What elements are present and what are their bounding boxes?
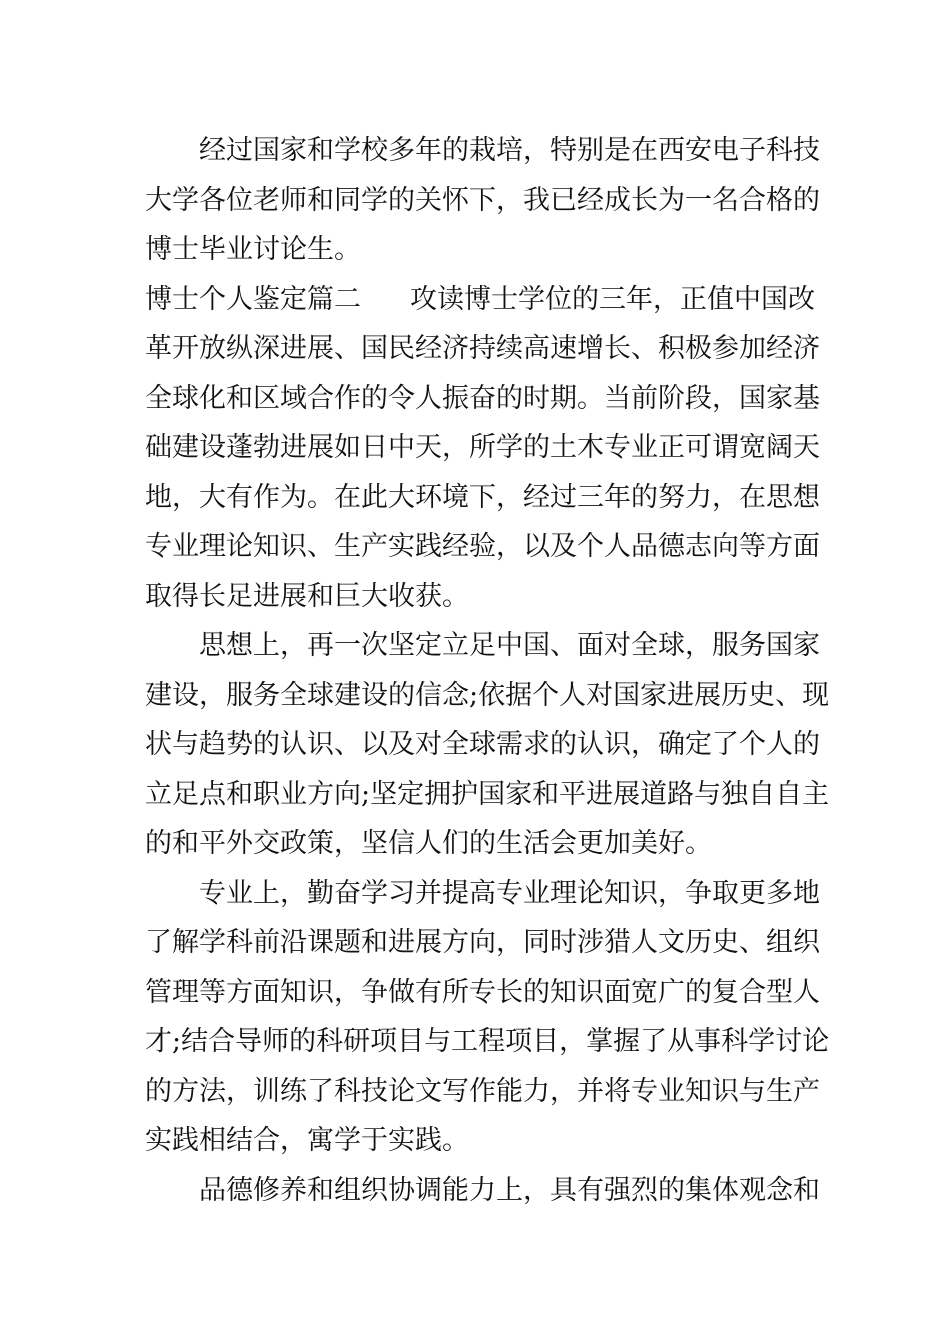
text-line: 的方法，训练了科技论文写作能力，并将专业知识与生产 bbox=[145, 1075, 820, 1107]
paragraph-1 bbox=[145, 126, 820, 275]
paragraph-2 bbox=[145, 275, 820, 622]
text-line: 取得长足进展和巨大收获。 bbox=[145, 580, 469, 612]
paragraph-3 bbox=[145, 621, 830, 869]
text-line: 实践相结合，寓学于实践。 bbox=[145, 1125, 469, 1156]
text-line: 地，大有作为。在此大环境下，经过三年的努力，在思想 bbox=[145, 481, 820, 513]
text-line: 经过国家和学校多年的栽培，特别是在西安电子科技 bbox=[199, 135, 820, 166]
text-line: 才;结合导师的科研项目与工程项目，掌握了从事科学讨论 bbox=[145, 1026, 830, 1057]
text-line: 全球化和区域合作的令人振奋的时期。当前阶段，国家基 bbox=[145, 382, 820, 414]
text-line: 博士毕业讨论生。 bbox=[145, 234, 361, 265]
text-line: 了解学科前沿课题和进展方向，同时涉猎人文历史、组织 bbox=[145, 927, 820, 958]
text-line: 的和平外交政策，坚信人们的生活会更加美好。 bbox=[145, 828, 712, 859]
section-heading: 博士个人鉴定篇二 bbox=[145, 283, 361, 315]
section-heading-line bbox=[145, 275, 815, 325]
text-line: 思想上，再一次坚定立足中国、面对全球，服务国家 bbox=[199, 630, 820, 661]
text-line: 专业上，勤奋学习并提高专业理论知识，争取更多地 bbox=[199, 877, 820, 909]
text-line: 大学各位老师和同学的关怀下，我已经成长为一名合格的 bbox=[145, 184, 820, 216]
text-line: 专业理论知识、生产实践经验，以及个人品德志向等方面 bbox=[145, 531, 820, 562]
text-line: 革开放纵深进展、国民经济持续高速增长、积极参加经济 bbox=[145, 333, 820, 364]
text-line: 础建设蓬勃进展如日中天，所学的土木专业正可谓宽阔天 bbox=[145, 432, 820, 463]
paragraph-4 bbox=[145, 869, 830, 1166]
text-line: 品德修养和组织协调能力上，具有强烈的集体观念和 bbox=[199, 1174, 820, 1206]
document-body bbox=[145, 126, 830, 1215]
paragraph-5 bbox=[145, 1166, 820, 1216]
text-line: 管理等方面知识，争做有所专长的知识面宽广的复合型人 bbox=[145, 976, 820, 1008]
text-line: 立足点和职业方向;坚定拥护国家和平进展道路与独自自主 bbox=[145, 778, 830, 810]
text-line: 攻读博士学位的三年，正值中国改 bbox=[410, 283, 815, 315]
text-line: 建设，服务全球建设的信念;依据个人对国家进展历史、现 bbox=[145, 679, 830, 711]
text-line: 状与趋势的认识、以及对全球需求的认识，确定了个人的 bbox=[145, 729, 820, 760]
